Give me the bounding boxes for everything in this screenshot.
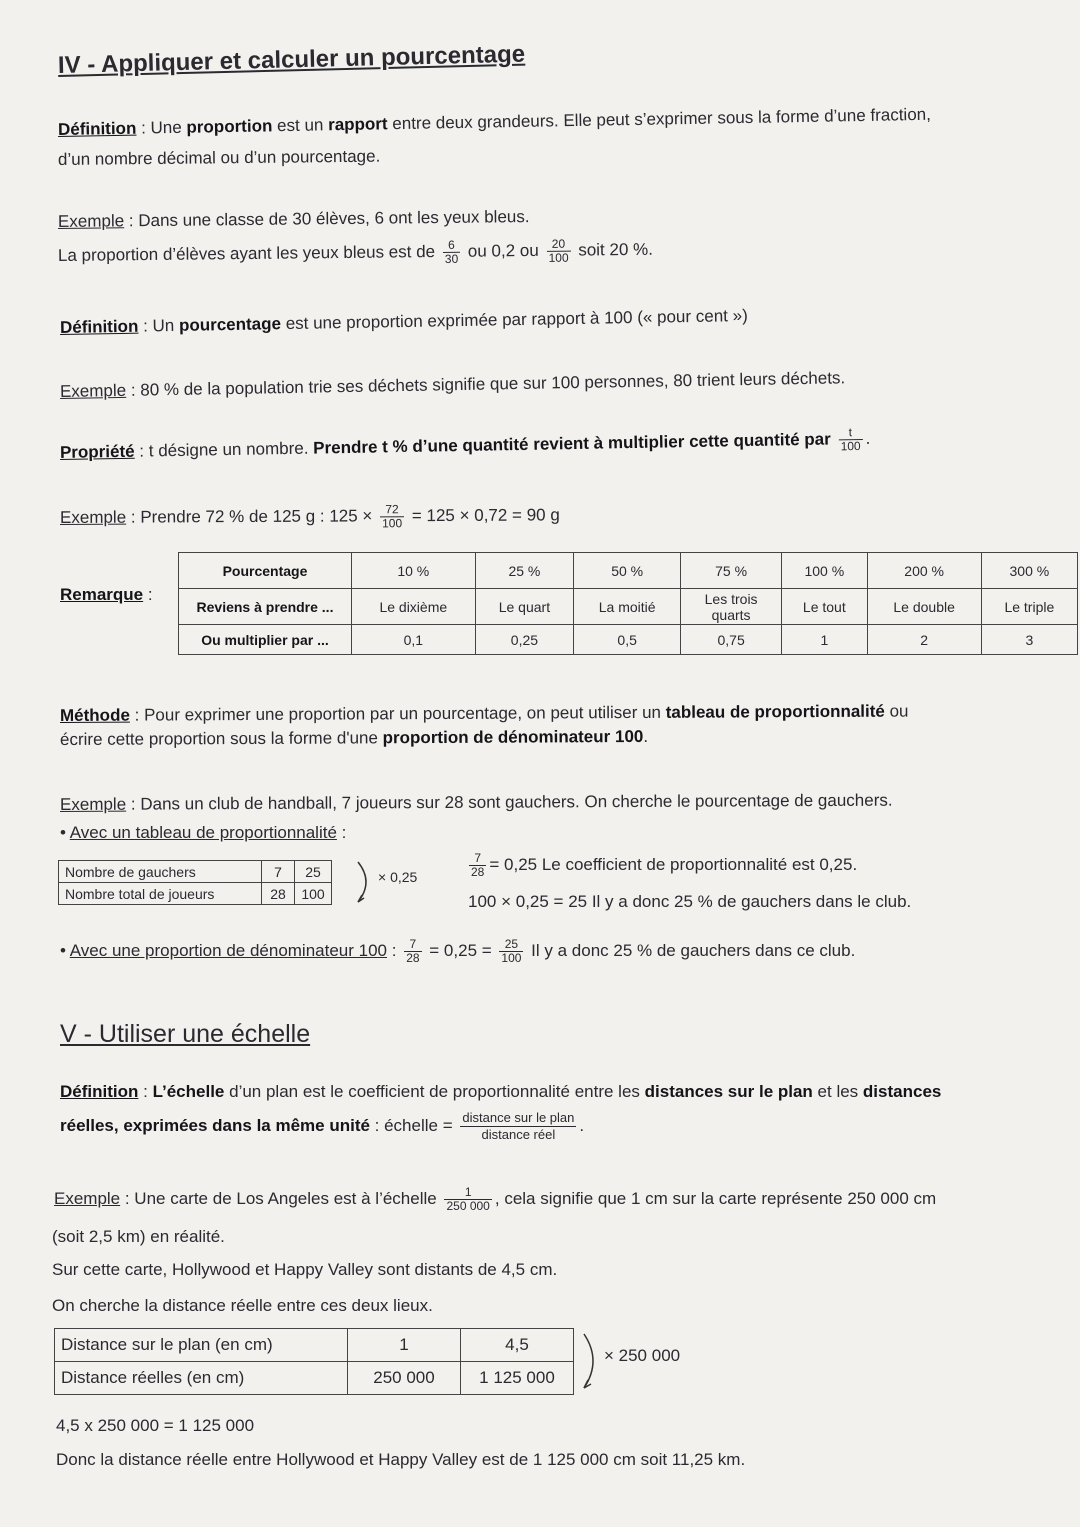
calc-percentage: 100 × 0,25 = 25 Il y a donc 25 % de gauchers dans le club. bbox=[468, 892, 912, 911]
example-los-angeles: Exemple : Une carte de Los Angeles est à l’échelle $\frac{1}{250 000}$ , cela signifie que 1 cm sur la carte représente 250 000 cm bbox=[54, 1185, 937, 1213]
scale-factor-label: × 250 000 bbox=[604, 1346, 681, 1365]
method-paragraph: Méthode : Pour exprimer une proportion par un pourcentage, on peut utiliser un tableau de proportionnalité ou bbox=[59, 701, 909, 725]
table-row-name: Reviens à prendre ... Le dixième Le quart La moitié Les trois quarts Le tout Le double Le triple bbox=[179, 589, 1078, 625]
fraction-20-100: $\frac{20}{100}$ bbox=[546, 238, 570, 265]
factor-label: × 0,25 bbox=[378, 869, 418, 885]
property-percentage: Propriété : t désigne un nombre. Prendre t % d’une quantité revient à multiplier cette quantité par $\frac{t}{100}$ . bbox=[59, 425, 871, 462]
definition-scale: Définition : L’échelle d’un plan est le coefficient de proportionnalité entre les distances sur le plan et les distances bbox=[60, 1082, 942, 1101]
definition-proportion-line2: d’un nombre décimal ou d’un pourcentage. bbox=[57, 146, 381, 169]
definition-scale-line2: réelles, exprimées dans la même unité : échelle = $\frac{\text{distance sur le plan}}{\text{distance réel}}$ . bbox=[60, 1110, 585, 1142]
scale-arrow-icon bbox=[582, 1330, 604, 1392]
example-eyes: Exemple : Dans une classe de 30 élèves, 6 ont les yeux bleus. bbox=[57, 207, 530, 231]
section-title-iv: IV - Appliquer et calculer un pourcentage bbox=[57, 40, 526, 79]
remark-label: Remarque : bbox=[60, 585, 153, 604]
definition-proportion: Définition : Une proportion est un rapport entre deux grandeurs. Elle peut s’exprimer sous la forme d’une fraction, bbox=[57, 104, 932, 139]
fraction-1-250000: $\frac{1}{250 000}$ bbox=[446, 1185, 490, 1213]
table-row: Distance réelles (en cm) 250 000 1 125 000 bbox=[55, 1362, 574, 1395]
bullet-table-method: • Avec un tableau de proportionnalité : bbox=[60, 823, 347, 842]
handball-table bbox=[58, 860, 332, 905]
scale-table bbox=[54, 1328, 574, 1395]
table-row-multiply: Ou multiplier par ... 0,1 0,25 0,5 0,75 1 2 3 bbox=[179, 625, 1078, 655]
example-line4: On cherche la distance réelle entre ces deux lieux. bbox=[52, 1296, 433, 1315]
fraction-scale: $\frac{\text{distance sur le plan}}{\text{distance réel}}$ bbox=[462, 1110, 575, 1142]
table-row: Nombre de gauchers 7 25 bbox=[59, 861, 332, 883]
fraction-t-100: $\frac{t}{100}$ bbox=[838, 426, 862, 453]
table-row: Nombre total de joueurs 28 100 bbox=[59, 883, 332, 905]
fraction-6-30: $\frac{6}{30}$ bbox=[443, 239, 461, 266]
example-72-percent: Exemple : Prendre 72 % de 125 g : 125 × $\frac{72}{100}$ = 125 × 0,72 = 90 g bbox=[59, 502, 560, 531]
definition-percentage: Définition : Un pourcentage est une proportion exprimée par rapport à 100 (« pour cent ») bbox=[59, 305, 748, 337]
scale-calc: 4,5 x 250 000 = 1 125 000 bbox=[56, 1416, 255, 1435]
fraction-72-100: $\frac{72}{100}$ bbox=[380, 503, 404, 530]
percentage-table bbox=[178, 552, 1078, 655]
scale-conclusion: Donc la distance réelle entre Hollywood et Happy Valley est de 1 125 000 cm soit 11,25 km. bbox=[56, 1450, 746, 1469]
example-line3: Sur cette carte, Hollywood et Happy Valley sont distants de 4,5 cm. bbox=[52, 1260, 558, 1279]
proportion-arrow-icon bbox=[356, 858, 376, 906]
example-waste: Exemple : 80 % de la population trie ses déchets signifie que sur 100 personnes, 80 trient leurs déchets. bbox=[59, 368, 846, 401]
example-line2: (soit 2,5 km) en réalité. bbox=[52, 1227, 225, 1246]
table-row-percentage: Pourcentage 10 % 25 % 50 % 75 % 100 % 200 % 300 % bbox=[179, 553, 1078, 589]
section-title-v: V - Utiliser une échelle bbox=[60, 1020, 311, 1048]
table-row: Distance sur le plan (en cm) 1 4,5 bbox=[55, 1329, 574, 1362]
method-paragraph-line2: écrire cette proportion sous la forme d'une proportion de dénominateur 100. bbox=[59, 726, 649, 749]
example-handball: Exemple : Dans un club de handball, 7 joueurs sur 28 sont gauchers. On cherche le pourcentage de gauchers. bbox=[59, 790, 893, 814]
calc-coefficient: $\frac{7}{28}$ = 0,25 Le coefficient de proportionnalité est 0,25. bbox=[471, 851, 858, 879]
bullet-denominator-method: • Avec une proportion de dénominateur 100 : $\frac{7}{28}$ = 0,25 = $\frac{25}{100}$ Il y a donc 25 % de gauchers dans ce club. bbox=[60, 937, 856, 965]
example-eyes-line2: La proportion d’élèves ayant les yeux bleus est de $\frac{6}{30}$ ou 0,2 ou $\frac{20}{100}$ soit 20 %. bbox=[57, 236, 654, 266]
